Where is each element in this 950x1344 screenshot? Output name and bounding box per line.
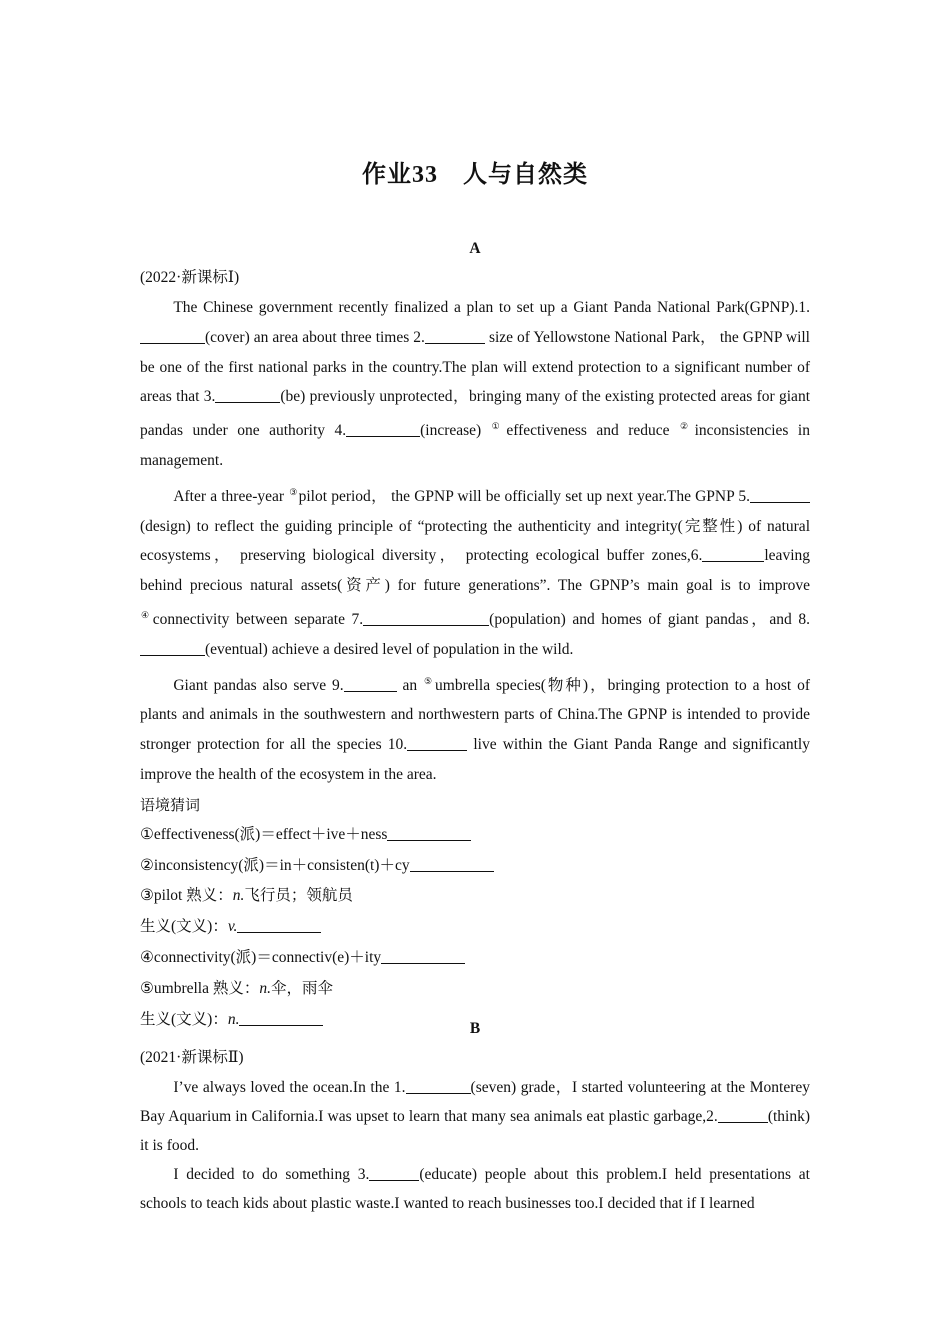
text: (cover) an area about three times 2. bbox=[205, 328, 425, 346]
blank-9[interactable] bbox=[344, 675, 397, 692]
blank-5[interactable] bbox=[750, 486, 810, 503]
pos-label: n. bbox=[232, 887, 245, 905]
section-b bbox=[140, 1014, 810, 1218]
section-b-source: (2021·新课标Ⅱ) bbox=[140, 1049, 244, 1066]
vocab-item-3-context bbox=[140, 912, 810, 943]
text: After a three-year bbox=[173, 487, 289, 505]
vocab-blank-1[interactable] bbox=[387, 824, 471, 841]
blank-2[interactable] bbox=[425, 327, 485, 344]
section-a bbox=[140, 234, 810, 1035]
vocab-blank-3[interactable] bbox=[237, 917, 321, 934]
vocab-blank-4[interactable] bbox=[381, 947, 465, 964]
text: leaving behind precious natural assets(资产) for future generations”. The GPNP’s main goal is to improve bbox=[140, 547, 810, 595]
section-a-source: (2022·新课标Ⅰ) bbox=[140, 269, 240, 286]
text: (eventual) achieve a desired level of population in the wild. bbox=[205, 640, 574, 658]
marker-5: ⑤ bbox=[423, 675, 435, 686]
vocab-heading: 语境猜词 bbox=[140, 795, 201, 814]
blank-4[interactable] bbox=[346, 421, 420, 438]
text: ①effectiveness(派)＝effect＋ive＋ness bbox=[140, 825, 388, 843]
text: 伞，雨伞 bbox=[271, 979, 334, 997]
text: pilot period， the GPNP will be officially set up next year.The GPNP 5. bbox=[298, 487, 750, 505]
vocab-item-3 bbox=[140, 881, 810, 912]
passage-a-paragraph-3 bbox=[140, 667, 810, 790]
blank-10[interactable] bbox=[407, 735, 467, 752]
text: size of Yellowstone National Park， the GPNP will be one of the first national parks in the country.The plan will extend protection to a significant number of areas that 3. bbox=[140, 328, 810, 406]
text: Giant pandas also serve 9. bbox=[173, 676, 344, 694]
text: (seven) grade，I started volunteering at the Monterey Bay Aquarium in California.I was upset to learn that many sea animals eat plastic garbage,2. bbox=[140, 1079, 810, 1125]
vocab-item-5 bbox=[140, 974, 810, 1005]
text: 生义(文义)： bbox=[140, 918, 228, 936]
text: 生义(文义)： bbox=[140, 1010, 228, 1028]
blank-b2[interactable] bbox=[718, 1107, 768, 1124]
text: (educate) people about this problem.I held presentations at schools to teach kids about plastic waste.I wanted to reach businesses too.I decided that if I learned bbox=[140, 1166, 810, 1212]
text: The Chinese government recently finalized a plan to set up a Giant Panda National Park(GPNP).1. bbox=[173, 299, 810, 316]
marker-4: ④ bbox=[141, 609, 152, 620]
text: (think) it is food. bbox=[140, 1108, 810, 1154]
vocab-blank-2[interactable] bbox=[410, 855, 494, 872]
passage-a-paragraph-2 bbox=[140, 478, 810, 665]
vocab-item-2 bbox=[140, 851, 810, 882]
marker-3: ③ bbox=[289, 486, 298, 497]
blank-b1[interactable] bbox=[406, 1078, 471, 1095]
text: live within the Giant Panda Range and significantly improve the health of the ecosystem in the area. bbox=[140, 736, 810, 783]
text: (be) previously unprotected，bringing many of the existing protected areas for giant pandas under one authority 4. bbox=[140, 388, 810, 440]
vocab-item-4 bbox=[140, 943, 810, 974]
text: ⑤umbrella 熟义： bbox=[140, 979, 260, 997]
section-b-heading: B bbox=[469, 1020, 481, 1037]
blank-b3[interactable] bbox=[369, 1165, 419, 1182]
text: connectivity between separate 7. bbox=[152, 610, 364, 628]
text: I’ve always loved the ocean.In the 1. bbox=[173, 1079, 406, 1096]
passage-a-paragraph-1 bbox=[140, 293, 810, 476]
blank-7[interactable] bbox=[363, 609, 489, 626]
text: ②inconsistency(派)＝in＋consisten(t)＋cy bbox=[140, 856, 410, 874]
text: inconsistencies in management. bbox=[140, 422, 810, 469]
passage-b-paragraph-1 bbox=[140, 1073, 810, 1160]
blank-1[interactable] bbox=[140, 327, 205, 344]
marker-1: ① bbox=[491, 421, 506, 432]
text: ④connectivity(派)＝connectiv(e)＋ity bbox=[140, 948, 382, 966]
text: ③pilot 熟义： bbox=[140, 887, 233, 905]
text: effectiveness and reduce bbox=[506, 422, 679, 440]
blank-3[interactable] bbox=[215, 387, 280, 404]
passage-b-paragraph-2 bbox=[140, 1160, 810, 1218]
text: (design) to reflect the guiding principle of “protecting the authenticity and integrity(完整性) of natural ecosystems， preserving biological diversity， protecting ecological buffer zones,6. bbox=[140, 517, 810, 565]
text: an bbox=[396, 676, 423, 694]
text: umbrella species(物种)，bringing protection to a host of plants and animals in the southwestern and northwestern parts of China.The GPNP is intended to provide stronger protection for all the species 10. bbox=[140, 676, 810, 754]
page-title: 作业33 人与自然类 bbox=[362, 162, 588, 188]
blank-6[interactable] bbox=[702, 546, 764, 563]
pos-label: n. bbox=[227, 1010, 240, 1028]
blank-8[interactable] bbox=[140, 639, 205, 656]
text: I decided to do something 3. bbox=[173, 1166, 370, 1183]
text: 飞行员；领航员 bbox=[244, 887, 353, 905]
text: (increase) bbox=[420, 422, 491, 440]
pos-label: v. bbox=[227, 918, 238, 936]
text: (population) and homes of giant pandas，and 8. bbox=[489, 610, 810, 628]
section-a-heading: A bbox=[469, 240, 481, 257]
marker-2: ② bbox=[679, 421, 694, 432]
pos-label: n. bbox=[259, 979, 271, 997]
vocab-item-1 bbox=[140, 820, 810, 851]
